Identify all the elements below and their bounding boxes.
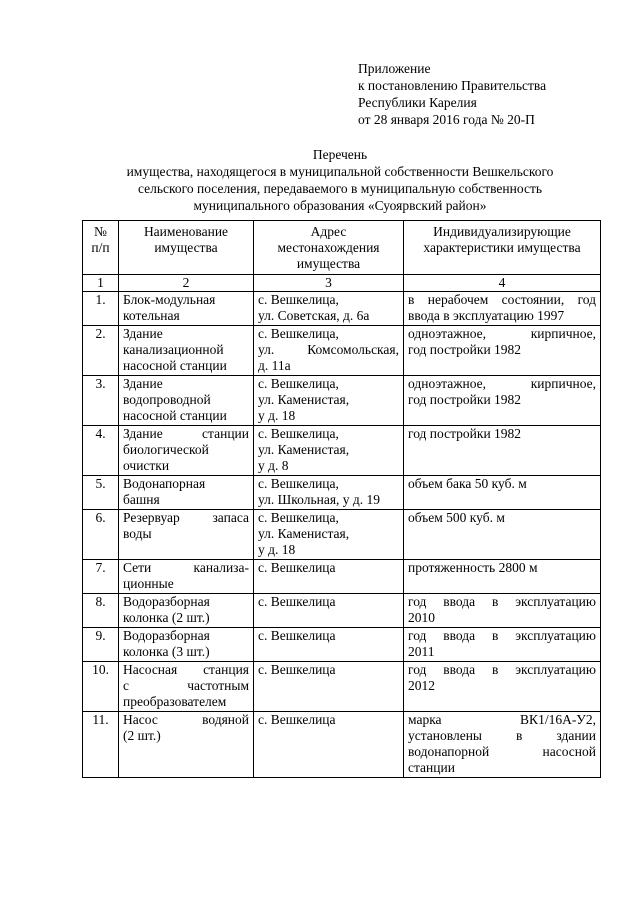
property-name-line: (2 шт.) <box>123 728 161 743</box>
column-number: 2 <box>119 275 254 292</box>
property-characteristics-line: 2011 <box>408 644 435 659</box>
table-row <box>83 594 601 628</box>
column-number: 3 <box>254 275 404 292</box>
property-address <box>254 292 404 326</box>
row-number: 10. <box>83 662 119 712</box>
table-row <box>83 476 601 510</box>
row-number: 7. <box>83 560 119 594</box>
property-table <box>82 220 601 778</box>
property-name-line: очистки <box>123 458 170 473</box>
appendix-date-line: от 28 января 2016 года № 20-П <box>358 112 535 127</box>
property-name-line: колонка (3 шт.) <box>123 644 210 659</box>
property-name-line: Резервуар запаса <box>123 510 249 525</box>
property-address <box>254 594 404 628</box>
property-characteristics-line: год ввода в эксплуатацию <box>408 628 596 643</box>
property-characteristics <box>404 560 601 594</box>
property-characteristics-line: протяженность 2800 м <box>408 560 538 575</box>
title-line: имущества, находящегося в муниципальной собственности Вешкельского <box>126 164 554 179</box>
property-characteristics-line: 2010 <box>408 610 435 625</box>
property-characteristics <box>404 628 601 662</box>
property-name-line: Водоразборная <box>123 628 210 643</box>
property-address-line: с. Вешкелица, <box>258 292 339 307</box>
table-row <box>83 560 601 594</box>
property-address <box>254 476 404 510</box>
row-number: 6. <box>83 510 119 560</box>
property-name <box>119 510 254 560</box>
property-address <box>254 628 404 662</box>
property-address-line: у д. 8 <box>258 458 289 473</box>
property-characteristics <box>404 476 601 510</box>
property-characteristics-line: одноэтажное, кирпичное, <box>408 376 596 391</box>
property-characteristics <box>404 510 601 560</box>
row-number: 8. <box>83 594 119 628</box>
property-address-line: с. Вешкелица <box>258 628 336 643</box>
property-address-line: ул. Комсомольская, <box>258 342 399 357</box>
property-name-line: башня <box>123 492 160 507</box>
property-address-line: с. Вешкелица, <box>258 476 339 491</box>
document-title <box>80 146 600 214</box>
table-row <box>83 326 601 376</box>
property-address-line: с. Вешкелица <box>258 560 336 575</box>
property-name <box>119 712 254 778</box>
property-name-line: насосной станции <box>123 358 227 373</box>
property-name-line: Сети канализа- <box>123 560 249 575</box>
property-address <box>254 662 404 712</box>
row-number: 2. <box>83 326 119 376</box>
property-name <box>119 662 254 712</box>
property-address <box>254 712 404 778</box>
row-number: 9. <box>83 628 119 662</box>
table-body <box>83 275 601 778</box>
property-name-line: колонка (2 шт.) <box>123 610 210 625</box>
property-address-line: с. Вешкелица, <box>258 376 339 391</box>
column-number: 1 <box>83 275 119 292</box>
property-characteristics-line: 2012 <box>408 678 435 693</box>
property-name <box>119 376 254 426</box>
header-name: Наименование имущества <box>119 221 254 275</box>
header-row <box>83 221 601 275</box>
column-number-row <box>83 275 601 292</box>
property-address-line: д. 11а <box>258 358 291 373</box>
table-row <box>83 426 601 476</box>
property-characteristics <box>404 662 601 712</box>
property-name <box>119 560 254 594</box>
table-row <box>83 628 601 662</box>
property-name <box>119 594 254 628</box>
property-characteristics-line: год постройки 1982 <box>408 392 522 407</box>
property-name-line: с частотным <box>123 678 249 693</box>
property-name-line: ционные <box>123 576 174 591</box>
title-heading: Перечень <box>312 147 368 162</box>
property-characteristics-line: в нерабочем состоянии, год <box>408 292 596 307</box>
property-name-line: Водонапорная <box>123 476 206 491</box>
property-name-line: Насос водяной <box>123 712 249 727</box>
title-line: муниципального образования «Суоярвский район» <box>193 198 487 213</box>
property-name-line: преобразователем <box>123 694 227 709</box>
property-address-line: у д. 18 <box>258 408 296 423</box>
property-address-line: у д. 18 <box>258 542 296 557</box>
row-number: 3. <box>83 376 119 426</box>
property-name <box>119 628 254 662</box>
property-name-line: Насосная станция <box>123 662 249 677</box>
table-row <box>83 376 601 426</box>
property-address <box>254 510 404 560</box>
property-address-line: ул. Каменистая, <box>258 526 350 541</box>
property-name-line: котельная <box>123 308 180 323</box>
table-row <box>83 292 601 326</box>
property-characteristics <box>404 376 601 426</box>
row-number: 5. <box>83 476 119 510</box>
property-characteristics-line: ввода в эксплуатацию 1997 <box>408 308 565 323</box>
property-characteristics-line: год ввода в эксплуатацию <box>408 594 596 609</box>
property-name-line: Здание станции <box>123 426 249 441</box>
header-characteristics: Индивидуализирующие характеристики имущества <box>404 221 601 275</box>
property-name <box>119 326 254 376</box>
property-characteristics-line: год ввода в эксплуатацию <box>408 662 596 677</box>
property-characteristics <box>404 326 601 376</box>
property-name <box>119 426 254 476</box>
property-name <box>119 292 254 326</box>
title-line: сельского поселения, передаваемого в муниципальную собственность <box>138 181 542 196</box>
property-characteristics-line: год постройки 1982 <box>408 426 522 441</box>
property-characteristics <box>404 426 601 476</box>
property-characteristics-line: объем 500 куб. м <box>408 510 505 525</box>
table-header <box>83 221 601 275</box>
property-name-line: водопроводной <box>123 392 211 407</box>
header-number: № п/п <box>83 221 119 275</box>
property-characteristics-line: станции <box>408 760 455 775</box>
header-address: Адрес местонахождения имущества <box>254 221 404 275</box>
property-address-line: ул. Каменистая, <box>258 392 350 407</box>
property-name-line: Здание <box>123 376 163 391</box>
property-characteristics-line: установлены в здании <box>408 728 596 743</box>
property-address-line: с. Вешкелица, <box>258 426 339 441</box>
property-address <box>254 326 404 376</box>
row-number: 11. <box>83 712 119 778</box>
property-name-line: Здание <box>123 326 163 341</box>
property-address-line: с. Вешкелица, <box>258 326 339 341</box>
row-number: 1. <box>83 292 119 326</box>
column-number: 4 <box>404 275 601 292</box>
appendix-line: к постановлению Правительства <box>358 78 547 93</box>
property-name-line: воды <box>123 526 152 541</box>
table-row <box>83 662 601 712</box>
property-characteristics <box>404 712 601 778</box>
appendix-line: Приложение <box>358 61 431 76</box>
property-name-line: биологической <box>123 442 209 457</box>
property-address-line: с. Вешкелица, <box>258 510 339 525</box>
table-row <box>83 712 601 778</box>
appendix-line: Республики Карелия <box>358 95 477 110</box>
property-address-line: ул. Каменистая, <box>258 442 350 457</box>
property-address-line: ул. Школьная, у д. 19 <box>258 492 381 507</box>
row-number: 4. <box>83 426 119 476</box>
table-row <box>83 510 601 560</box>
property-address-line: ул. Советская, д. 6а <box>258 308 370 323</box>
property-address <box>254 426 404 476</box>
property-characteristics-line: марка ВК1/16А-У2, <box>408 712 596 727</box>
property-characteristics <box>404 292 601 326</box>
property-address <box>254 560 404 594</box>
property-address-line: с. Вешкелица <box>258 594 336 609</box>
property-name <box>119 476 254 510</box>
property-name-line: Водоразборная <box>123 594 210 609</box>
property-address <box>254 376 404 426</box>
property-name-line: Блок-модульная <box>123 292 216 307</box>
property-characteristics-line: объем бака 50 куб. м <box>408 476 527 491</box>
property-address-line: с. Вешкелица <box>258 712 336 727</box>
property-characteristics-line: год постройки 1982 <box>408 342 522 357</box>
property-characteristics-line: водонапорной насосной <box>408 744 596 759</box>
appendix-block <box>358 60 618 128</box>
property-characteristics <box>404 594 601 628</box>
property-name-line: канализационной <box>123 342 224 357</box>
property-characteristics-line: одноэтажное, кирпичное, <box>408 326 596 341</box>
property-address-line: с. Вешкелица <box>258 662 336 677</box>
property-name-line: насосной станции <box>123 408 227 423</box>
